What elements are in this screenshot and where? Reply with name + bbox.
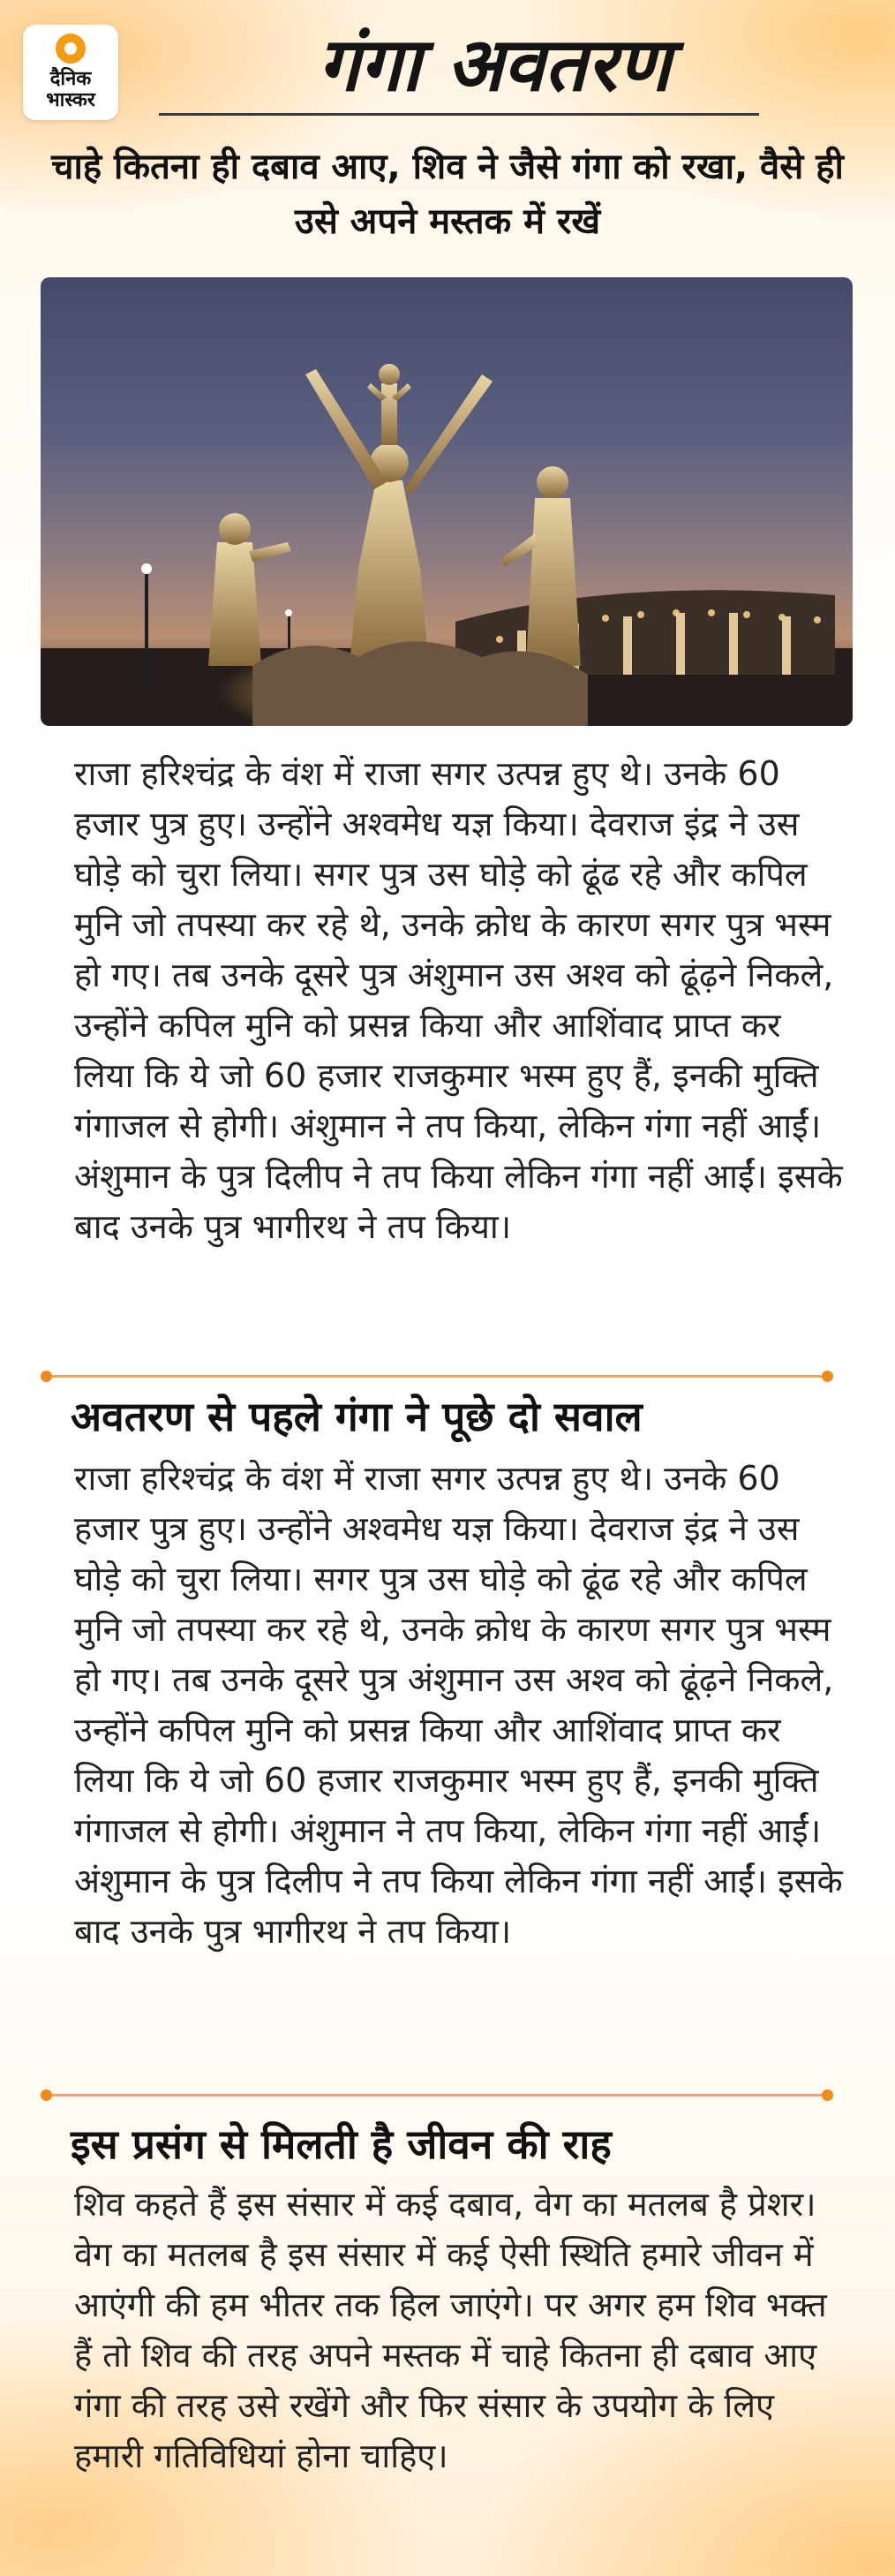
- statue-photo: [41, 277, 853, 726]
- statue-photo-icon: [41, 277, 853, 726]
- section-divider-1: [44, 1375, 830, 1378]
- title-underline: [159, 113, 759, 116]
- section-3-heading: इस प्रसंग से मिलती है जीवन की राह: [71, 2120, 612, 2168]
- section-divider-2: [44, 2094, 830, 2096]
- logo-text-line1: दैनिक: [49, 68, 92, 90]
- dainik-bhaskar-logo: [23, 25, 118, 120]
- logo-text-line2: भास्कर: [46, 89, 95, 111]
- section-2-paragraph: राजा हरिश्चंद्र के वंश में राजा सगर उत्पन्न हुए थे। उनके 60 हजार पुत्र हुए। उन्होंने अश्वमेध यज्ञ किया। देवराज इंद्र ने उस घोड़े को चुरा लिया। सगर पुत्र उस घोड़े को ढूंढ रहे और कपिल मुनि जो तपस्या कर रहे थे, उनके क्रोध के कारण सगर पुत्र भस्म हो गए। तब उनके दूसरे पुत्र अंशुमान उस अश्व को ढूंढ़ने निकले, उन्होंने कपिल मुनि को प्रसन्न किया और आशिंवाद प्राप्त कर लिया कि ये जो 60 हजार राजकुमार भस्म हुए हैं, इनकी मुक्ति गंगाजल से होगी। अंशुमान ने तप किया, लेकिन गंगा नहीं आईं। अंशुमान के पुत्र दिलीप ने तप किया लेकिन गंगा नहीं आईं। इसके बाद उनके पुत्र भागीरथ ने तप किया।: [74, 1459, 843, 1951]
- page-subtitle: चाहे कितना ही दबाव आए, शिव ने जैसे गंगा को रखा, वैसे ही उसे अपने मस्तक में रखें: [51, 147, 844, 242]
- page-title: गंगा अवतरण: [318, 20, 671, 108]
- section-3-paragraph: शिव कहते हैं इस संसार में कई दबाव, वेग का मतलब है प्रेशर। वेग का मतलब है इस संसार में कई ऐसी स्थिति हमारे जीवन में आएंगी की हम भीतर तक हिल जाएंगे। पर अगर हम शिव भक्त हैं तो शिव की तरह अपने मस्तक में चाहे कितना ही दबाव आए गंगा की तरह उसे रखेंगे और फिर संसार के उपयोग के लिए हमारी गतिविधियां होना चाहिए।: [74, 2185, 827, 2475]
- section-1-paragraph: राजा हरिश्चंद्र के वंश में राजा सगर उत्पन्न हुए थे। उनके 60 हजार पुत्र हुए। उन्होंने अश्वमेध यज्ञ किया। देवराज इंद्र ने उस घोड़े को चुरा लिया। सगर पुत्र उस घोड़े को ढूंढ रहे और कपिल मुनि जो तपस्या कर रहे थे, उनके क्रोध के कारण सगर पुत्र भस्म हो गए। तब उनके दूसरे पुत्र अंशुमान उस अश्व को ढूंढ़ने निकले, उन्होंने कपिल मुनि को प्रसन्न किया और आशिंवाद प्राप्त कर लिया कि ये जो 60 हजार राजकुमार भस्म हुए हैं, इनकी मुक्ति गंगाजल से होगी। अंशुमान ने तप किया, लेकिन गंगा नहीं आईं। अंशुमान के पुत्र दिलीप ने तप किया लेकिन गंगा नहीं आईं। इसके बाद उनके पुत्र भागीरथ ने तप किया।: [74, 754, 843, 1246]
- section-2-heading: अवतरण से पहले गंगा ने पूछे दो सवाल: [71, 1393, 643, 1440]
- sun-logo-icon: [56, 34, 86, 64]
